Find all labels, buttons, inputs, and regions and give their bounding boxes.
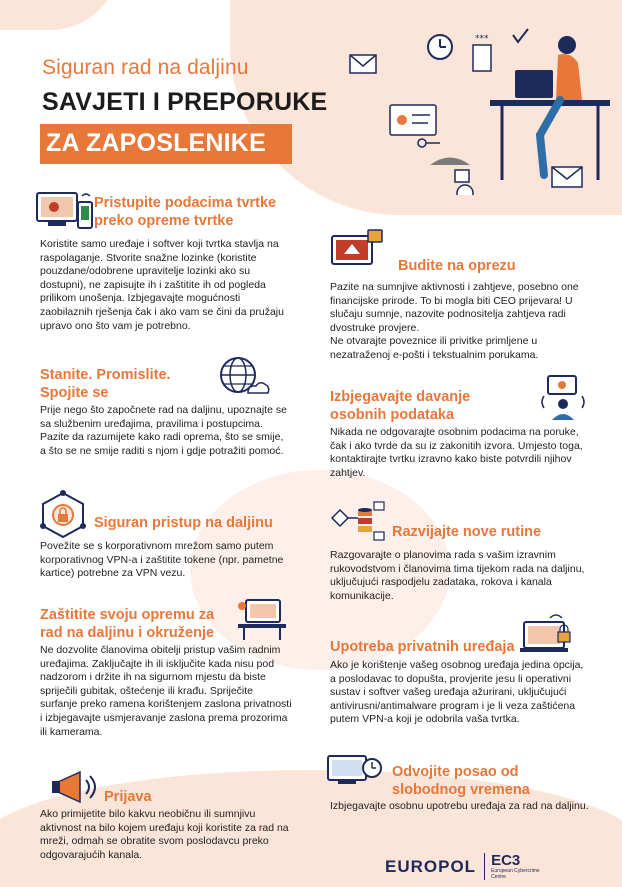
section-new-routines	[392, 523, 592, 541]
section-company-data	[94, 194, 314, 230]
section-personal-data	[330, 388, 530, 424]
section-body: Koristite samo uređaje i softver koji tvrtka stavlja na raspolaganje. Stvorite snažne lozinke (koristite pouzdane/odobrene upravitelje lozinki ako su dostupni), ne zapisujte ih i zaštitite ih od pogleda prilikom unošenja. Izbjegavajte mogućnosti zaobilaznih rješenja čak i ako vam se čini da pružaju upravo ono što vam je potrebno.	[40, 238, 284, 332]
ec3-subtitle: European Cybercrime Centre	[491, 868, 540, 880]
section-body: Nikada ne odgovarajte osobnim podacima na poruke, čak i ako tvrde da su iz zakonitih izvora. Umjesto toga, kontaktirajte tvrtku izravno kako biste potvrdili njihov zahtjev.	[330, 426, 583, 479]
section-title: Zaštitite svoju opremu za rad na daljinu i okruženje	[40, 607, 215, 641]
secure-network-icon	[38, 490, 88, 540]
section-body: Ako je korištenje vašeg osobnog uređaja jedina opcija, a poslodavac to dopušta, provjerite jesu li operativni sustav i softver vašeg uređaja ažurirani, uključujući antivirusni/antimalware program i je li veza zaštićena putem VPN-a koji je odobrila vaša tvrtka.	[330, 659, 584, 726]
section-title: Budite na oprezu	[398, 258, 516, 274]
svg-text:***: ***	[475, 34, 489, 44]
header-title: SAVJETI I PREPORUKE	[42, 88, 328, 116]
section-body: Izbjegavajte osobnu upotrebu uređaja za rad na daljinu.	[330, 800, 589, 812]
section-protect-equipment	[40, 606, 240, 642]
section-remote-access-body	[40, 540, 292, 581]
section-work-life	[392, 763, 592, 799]
section-body: Ako primijetite bilo kakvu neobičnu ili sumnjivu aktivnost na bilo kojem uređaju koji koristite za rad na mreži, odmah se obratite svom poslodavcu preko odgovarajućih kanala.	[40, 808, 289, 861]
section-body: Razgovarajte o planovima rada s vašim izravnim rukovodstvom i članovima tima tijekom rada na daljinu, uključujući raspodjelu zadataka, rokova i kanala komunikacije.	[330, 549, 585, 602]
ec3-logo	[484, 853, 541, 880]
section-be-alert	[398, 257, 578, 275]
work-devices-icon	[36, 190, 94, 232]
section-company-data-body	[40, 238, 292, 333]
section-new-routines-body	[330, 549, 592, 603]
clock-screen-icon	[326, 752, 384, 788]
section-report	[104, 788, 204, 806]
megaphone-icon	[50, 768, 102, 808]
section-title: Upotreba privatnih uređaja	[330, 639, 515, 655]
section-remote-access	[94, 514, 294, 532]
workstation-icon	[236, 598, 288, 642]
section-title: Siguran pristup na daljinu	[94, 515, 273, 531]
section-title: Odvojite posao od slobodnog vremena	[392, 764, 530, 798]
section-title: Prijava	[104, 789, 152, 805]
header-kicker: Siguran rad na daljinu	[42, 56, 249, 79]
section-title: Stanite. Promislite. Spojite se	[40, 367, 171, 401]
section-body: Povežite se s korporativnom mrežom samo putem korporativnog VPN-a i zaštitite tokene (npr. pametne kartice) potrebne za VPN vezu.	[40, 540, 284, 580]
section-title: Izbjegavajte davanje osobnih podataka	[330, 389, 471, 423]
remote-worker-illustration	[330, 15, 615, 195]
section-personal-data-body	[330, 426, 592, 480]
section-stop-think	[40, 366, 220, 402]
section-private-devices	[330, 638, 530, 656]
header-title-highlight: ZA ZAPOSLENIKE	[40, 124, 292, 164]
section-body-2: Ne otvarajte poveznice ili privitke primljene u nezatraženoj e-pošti i tekstualnim porukama.	[330, 335, 539, 361]
section-title: Razvijajte nove rutine	[392, 524, 542, 540]
flowchart-icon	[330, 500, 386, 544]
section-report-body	[40, 808, 292, 862]
section-title: Pristupite podacima tvrtke preko opreme tvrtke	[94, 195, 277, 229]
person-wifi-icon	[538, 374, 588, 422]
section-body: Pazite na sumnjive aktivnosti i zahtjeve, posebno one financijske prirode. To bi mogla biti CEO prijevara! U slučaju sumnje, nazovite podnositelja zahtjeva radi dvostruke provjere.	[330, 281, 579, 334]
alert-screen-icon	[330, 228, 384, 268]
globe-cloud-icon	[218, 355, 270, 399]
europol-logo: EUROPOL	[385, 856, 477, 876]
section-stop-think-body	[40, 404, 292, 458]
section-private-devices-body	[330, 659, 592, 727]
section-protect-equipment-body	[40, 644, 292, 739]
section-work-life-body	[330, 800, 600, 814]
section-be-alert-body	[330, 281, 592, 363]
section-body: Ne dozvolite članovima obitelji pristup vašim radnim uređajima. Zaključajte ih ili isključite kada nisu pod nadzorom i držite ih na sigurnom mjestu da biste spriječili gubitak, oštećenje ili krađu. Spriječite surfanje preko ramena korištenjem zaslona privatnosti i izbjegavajte usmjeravanje zaslona prema prozorima ili kamerama.	[40, 644, 292, 738]
ec3-title: EC3	[491, 852, 521, 869]
section-body: Prije nego što započnete rad na daljinu, upoznajte se sa službenim uređajima, pravilima i postupcima. Pazite da razumijete kako radi oprema, što se smije, a što se ne smije raditi s njom i gdje potražiti pomoć.	[40, 404, 287, 457]
footer-logo	[385, 853, 541, 880]
